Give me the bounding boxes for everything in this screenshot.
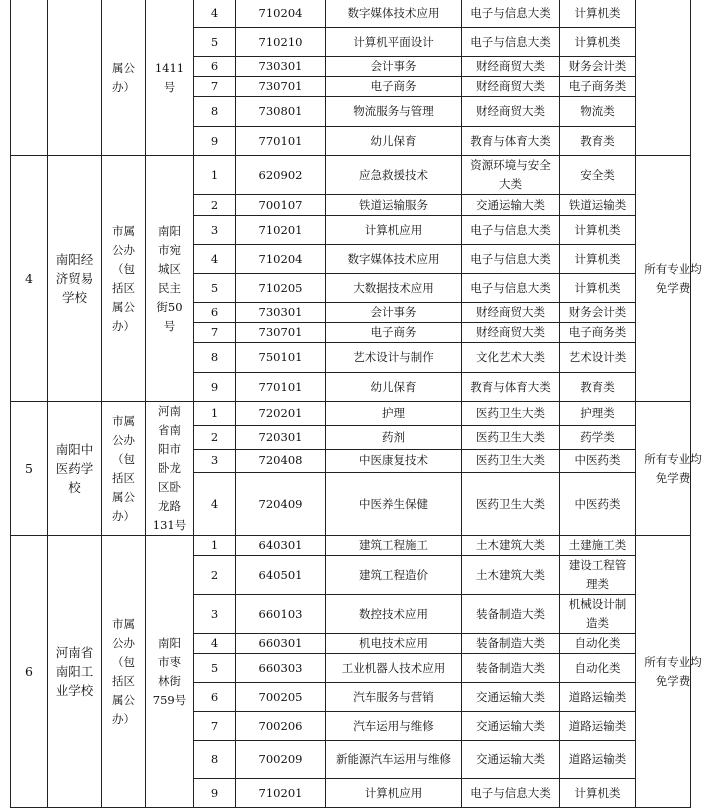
cell-code: 720201 bbox=[236, 402, 326, 426]
cell-category: 交通运输大类 bbox=[462, 741, 560, 779]
cell-major: 大数据技术应用 bbox=[326, 274, 462, 303]
cell-major: 电子商务 bbox=[326, 323, 462, 343]
cell-code: 700205 bbox=[236, 683, 326, 712]
cell-idx: 6 bbox=[194, 57, 236, 77]
cell-idx: 4 bbox=[194, 634, 236, 654]
cell-code: 720301 bbox=[236, 426, 326, 449]
cell-category: 交通运输大类 bbox=[462, 195, 560, 216]
school-fee: 所有专业均免学费 bbox=[636, 402, 691, 536]
cell-idx: 5 bbox=[194, 274, 236, 303]
cell-subcategory: 教育类 bbox=[560, 373, 636, 402]
school-no: 4 bbox=[11, 156, 48, 402]
table-row bbox=[11, 536, 691, 556]
school-nature: 市属公办（包括区属公办） bbox=[102, 156, 146, 402]
cell-category: 电子与信息大类 bbox=[462, 0, 560, 28]
cell-category: 电子与信息大类 bbox=[462, 779, 560, 808]
cell-category: 医药卫生大类 bbox=[462, 402, 560, 426]
cell-subcategory: 安全类 bbox=[560, 156, 636, 195]
cell-major: 工业机器人技术应用 bbox=[326, 654, 462, 683]
cell-category: 医药卫生大类 bbox=[462, 426, 560, 449]
cell-code: 730301 bbox=[236, 303, 326, 323]
cell-major: 建筑工程施工 bbox=[326, 536, 462, 556]
cell-category: 财经商贸大类 bbox=[462, 97, 560, 127]
cell-code: 710201 bbox=[236, 779, 326, 808]
cell-code: 700209 bbox=[236, 741, 326, 779]
school-nature: 属公办） bbox=[102, 0, 146, 156]
cell-category: 装备制造大类 bbox=[462, 634, 560, 654]
cell-code: 710210 bbox=[236, 28, 326, 57]
school-address: 1411号 bbox=[146, 0, 194, 156]
cell-category: 财经商贸大类 bbox=[462, 77, 560, 97]
cell-category: 教育与体育大类 bbox=[462, 127, 560, 156]
school-name: 河南省南阳工业学校 bbox=[48, 536, 102, 808]
cell-major: 幼儿保育 bbox=[326, 373, 462, 402]
school-no: 5 bbox=[11, 402, 48, 536]
cell-subcategory: 电子商务类 bbox=[560, 77, 636, 97]
cell-category: 交通运输大类 bbox=[462, 683, 560, 712]
cell-idx: 2 bbox=[194, 195, 236, 216]
cell-major: 物流服务与管理 bbox=[326, 97, 462, 127]
table-row bbox=[11, 156, 691, 195]
school-nature: 市属公办（包括区属公办） bbox=[102, 536, 146, 808]
cell-idx: 4 bbox=[194, 245, 236, 274]
cell-code: 620902 bbox=[236, 156, 326, 195]
cell-category: 教育与体育大类 bbox=[462, 373, 560, 402]
school-name: 南阳中医药学校 bbox=[48, 402, 102, 536]
cell-idx: 9 bbox=[194, 779, 236, 808]
cell-subcategory: 药学类 bbox=[560, 426, 636, 449]
cell-major: 计算机应用 bbox=[326, 216, 462, 245]
school-address: 南阳市枣林街759号 bbox=[146, 536, 194, 808]
cell-major: 数字媒体技术应用 bbox=[326, 0, 462, 28]
school-fee: 所有专业均免学费 bbox=[636, 536, 691, 808]
cell-subcategory: 计算机类 bbox=[560, 28, 636, 57]
school-address: 南阳市宛城区民主街50号 bbox=[146, 156, 194, 402]
table-body bbox=[11, 0, 702, 808]
cell-major: 汽车服务与营销 bbox=[326, 683, 462, 712]
cell-subcategory: 艺术设计类 bbox=[560, 343, 636, 373]
school-name bbox=[48, 0, 102, 156]
cell-subcategory: 道路运输类 bbox=[560, 683, 636, 712]
cell-major: 中医养生保健 bbox=[326, 473, 462, 536]
cell-idx: 3 bbox=[194, 449, 236, 472]
cell-major: 汽车运用与维修 bbox=[326, 712, 462, 741]
cell-major: 中医康复技术 bbox=[326, 449, 462, 472]
cell-major: 药剂 bbox=[326, 426, 462, 449]
cell-category: 土木建筑大类 bbox=[462, 556, 560, 595]
cell-subcategory: 护理类 bbox=[560, 402, 636, 426]
cell-code: 640501 bbox=[236, 556, 326, 595]
cell-subcategory: 中医药类 bbox=[560, 449, 636, 472]
cell-major: 计算机应用 bbox=[326, 779, 462, 808]
cell-idx: 9 bbox=[194, 127, 236, 156]
cell-code: 710204 bbox=[236, 0, 326, 28]
cell-idx: 3 bbox=[194, 216, 236, 245]
cell-major: 建筑工程造价 bbox=[326, 556, 462, 595]
cell-subcategory: 铁道运输类 bbox=[560, 195, 636, 216]
cell-idx: 9 bbox=[194, 373, 236, 402]
cell-major: 护理 bbox=[326, 402, 462, 426]
cell-category: 医药卫生大类 bbox=[462, 473, 560, 536]
cell-subcategory: 电子商务类 bbox=[560, 323, 636, 343]
cell-category: 财经商贸大类 bbox=[462, 323, 560, 343]
cell-idx: 7 bbox=[194, 712, 236, 741]
school-major-table bbox=[10, 0, 702, 808]
cell-subcategory: 自动化类 bbox=[560, 634, 636, 654]
cell-code: 730701 bbox=[236, 323, 326, 343]
school-no: 6 bbox=[11, 536, 48, 808]
cell-code: 710204 bbox=[236, 245, 326, 274]
cell-idx: 5 bbox=[194, 654, 236, 683]
cell-category: 医药卫生大类 bbox=[462, 449, 560, 472]
cell-subcategory: 自动化类 bbox=[560, 654, 636, 683]
cell-subcategory: 物流类 bbox=[560, 97, 636, 127]
cell-idx: 8 bbox=[194, 97, 236, 127]
cell-category: 财经商贸大类 bbox=[462, 57, 560, 77]
cell-subcategory: 道路运输类 bbox=[560, 712, 636, 741]
cell-category: 电子与信息大类 bbox=[462, 245, 560, 274]
cell-code: 700206 bbox=[236, 712, 326, 741]
cell-idx: 1 bbox=[194, 402, 236, 426]
cell-major: 艺术设计与制作 bbox=[326, 343, 462, 373]
cell-category: 文化艺术大类 bbox=[462, 343, 560, 373]
cell-subcategory: 财务会计类 bbox=[560, 303, 636, 323]
cell-code: 660103 bbox=[236, 595, 326, 634]
school-nature: 市属公办（包括区属公办） bbox=[102, 402, 146, 536]
table-row bbox=[11, 0, 691, 28]
school-no bbox=[11, 0, 48, 156]
cell-major: 计算机平面设计 bbox=[326, 28, 462, 57]
cell-category: 资源环境与安全大类 bbox=[462, 156, 560, 195]
cell-category: 装备制造大类 bbox=[462, 595, 560, 634]
cell-major: 会计事务 bbox=[326, 303, 462, 323]
school-name: 南阳经济贸易学校 bbox=[48, 156, 102, 402]
cell-subcategory: 计算机类 bbox=[560, 216, 636, 245]
cell-code: 720408 bbox=[236, 449, 326, 472]
cell-category: 电子与信息大类 bbox=[462, 274, 560, 303]
cell-idx: 1 bbox=[194, 156, 236, 195]
cell-code: 730701 bbox=[236, 77, 326, 97]
cell-code: 770101 bbox=[236, 373, 326, 402]
cell-major: 新能源汽车运用与维修 bbox=[326, 741, 462, 779]
cell-idx: 8 bbox=[194, 741, 236, 779]
cell-code: 660303 bbox=[236, 654, 326, 683]
cell-category: 财经商贸大类 bbox=[462, 303, 560, 323]
cell-major: 机电技术应用 bbox=[326, 634, 462, 654]
cell-category: 电子与信息大类 bbox=[462, 28, 560, 57]
cell-code: 720409 bbox=[236, 473, 326, 536]
cell-subcategory: 教育类 bbox=[560, 127, 636, 156]
cell-idx: 6 bbox=[194, 683, 236, 712]
cell-category: 装备制造大类 bbox=[462, 654, 560, 683]
cell-code: 700107 bbox=[236, 195, 326, 216]
cell-subcategory: 建设工程管理类 bbox=[560, 556, 636, 595]
school-address: 河南省南阳市卧龙区卧龙路131号 bbox=[146, 402, 194, 536]
cell-code: 730301 bbox=[236, 57, 326, 77]
cell-subcategory: 道路运输类 bbox=[560, 741, 636, 779]
cell-subcategory: 中医药类 bbox=[560, 473, 636, 536]
cell-idx: 2 bbox=[194, 556, 236, 595]
cell-major: 数控技术应用 bbox=[326, 595, 462, 634]
cell-subcategory: 计算机类 bbox=[560, 274, 636, 303]
cell-category: 电子与信息大类 bbox=[462, 216, 560, 245]
cell-major: 铁道运输服务 bbox=[326, 195, 462, 216]
cell-major: 数字媒体技术应用 bbox=[326, 245, 462, 274]
cell-subcategory: 机械设计制造类 bbox=[560, 595, 636, 634]
cell-idx: 4 bbox=[194, 0, 236, 28]
cell-major: 幼儿保育 bbox=[326, 127, 462, 156]
cell-idx: 8 bbox=[194, 343, 236, 373]
cell-code: 750101 bbox=[236, 343, 326, 373]
cell-subcategory: 计算机类 bbox=[560, 245, 636, 274]
cell-code: 710205 bbox=[236, 274, 326, 303]
school-fee: 所有专业均免学费 bbox=[636, 156, 691, 402]
cell-code: 770101 bbox=[236, 127, 326, 156]
cell-subcategory: 计算机类 bbox=[560, 0, 636, 28]
cell-code: 730801 bbox=[236, 97, 326, 127]
cell-idx: 7 bbox=[194, 77, 236, 97]
cell-code: 640301 bbox=[236, 536, 326, 556]
cell-idx: 2 bbox=[194, 426, 236, 449]
cell-idx: 3 bbox=[194, 595, 236, 634]
cell-major: 会计事务 bbox=[326, 57, 462, 77]
cell-idx: 5 bbox=[194, 28, 236, 57]
cell-code: 660301 bbox=[236, 634, 326, 654]
cell-subcategory: 财务会计类 bbox=[560, 57, 636, 77]
cell-idx: 4 bbox=[194, 473, 236, 536]
cell-idx: 6 bbox=[194, 303, 236, 323]
table-row bbox=[11, 402, 691, 426]
cell-subcategory: 计算机类 bbox=[560, 779, 636, 808]
cell-category: 土木建筑大类 bbox=[462, 536, 560, 556]
cell-major: 应急救援技术 bbox=[326, 156, 462, 195]
school-fee bbox=[636, 0, 691, 156]
cell-idx: 7 bbox=[194, 323, 236, 343]
cell-subcategory: 土建施工类 bbox=[560, 536, 636, 556]
cell-code: 710201 bbox=[236, 216, 326, 245]
cell-major: 电子商务 bbox=[326, 77, 462, 97]
cell-idx: 1 bbox=[194, 536, 236, 556]
cell-category: 交通运输大类 bbox=[462, 712, 560, 741]
